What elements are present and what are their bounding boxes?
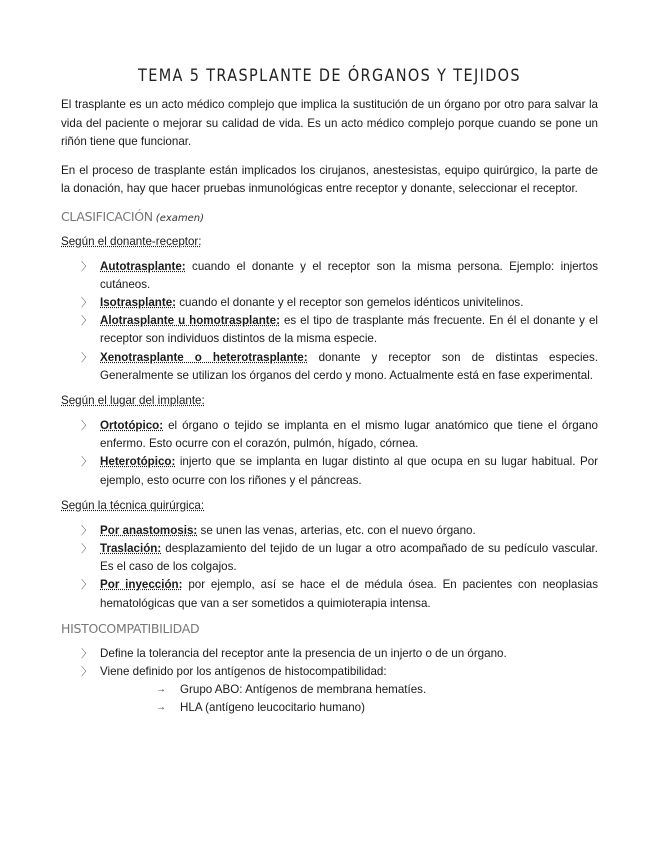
term-label: Isotrasplante: <box>100 295 177 309</box>
chevron-bullet-icon: 〉 <box>81 664 92 678</box>
list-item <box>61 312 598 348</box>
section-heading-text: HISTOCOMPATIBILIDAD <box>61 620 200 636</box>
term-label: Ortotópico: <box>100 418 164 432</box>
section-heading-histocompatibilidad <box>61 621 598 636</box>
subheading-donante-receptor: Según el donante-receptor: <box>61 234 202 248</box>
chevron-bullet-icon: 〉 <box>81 259 92 273</box>
item-text: Viene definido por los antígenos de histocompatibilidad: <box>100 664 387 678</box>
term-description: se unen las venas, arterias, etc. con el nuevo órgano. <box>197 523 476 537</box>
sub-item-text: Grupo ABO: Antígenos de membrana hematíes. <box>180 683 427 697</box>
chevron-bullet-icon: 〉 <box>81 455 92 469</box>
exam-note: (examen) <box>155 212 205 224</box>
subheading-tecnica-quirurgica: Según la técnica quirúrgica: <box>61 498 205 512</box>
term-label: Autotrasplante: <box>100 259 186 273</box>
chevron-bullet-icon: 〉 <box>81 541 92 555</box>
term-label: Traslación: <box>100 541 162 555</box>
term-label: Por anastomosis: <box>100 523 198 537</box>
section-heading-text: CLASIFICACIÓN <box>61 208 153 224</box>
term-label: Alotrasplante u homotrasplante: <box>100 314 280 328</box>
list-histocompatibilidad <box>61 645 598 718</box>
list-donante-receptor <box>61 258 598 385</box>
list-item <box>61 349 598 385</box>
sub-list-item <box>100 699 598 717</box>
term-description: donante y receptor son de distintas especies. Generalmente se utilizan los órganos del cerdo y mono. Actualmente está en fase experimental. <box>100 350 599 382</box>
list-item <box>61 522 598 540</box>
sub-list-item <box>100 681 598 699</box>
term-label: Heterotópico: <box>100 455 176 469</box>
intro-paragraph-1: El trasplante es un acto médico complejo que implica la sustitución de un órgano por otro para salvar la vida del paciente o mejorar su calidad de vida. Es un acto médico complejo porque cuando se pone un riñón tiene que funcionar. <box>61 98 598 148</box>
item-text: Define la tolerancia del receptor ante la presencia de un injerto o de un órgano. <box>100 646 507 660</box>
sublist-antigenos <box>100 681 598 717</box>
chevron-bullet-icon: 〉 <box>81 418 92 432</box>
chevron-bullet-icon: 〉 <box>81 295 92 309</box>
chevron-bullet-icon: 〉 <box>81 523 92 537</box>
list-item <box>61 417 598 453</box>
list-item <box>61 453 598 489</box>
intro-paragraph-2: En el proceso de trasplante están implicados los cirujanos, anestesistas, equipo quirúrgico, la parte de la donación, hay que hacer pruebas inmunológicas entre receptor y donante, seleccionar el receptor. <box>61 163 598 195</box>
arrow-bullet-icon: → <box>156 684 166 696</box>
list-lugar-implante <box>61 417 598 490</box>
term-description: el órgano o tejido se implanta en el mismo lugar anatómico que tiene el órgano enfermo. Esto ocurre con el corazón, pulmón, hígado, córnea. <box>100 418 598 451</box>
list-item <box>61 294 598 312</box>
chevron-bullet-icon: 〉 <box>81 578 92 592</box>
term-label: Xenotrasplante o heterotrasplante: <box>100 350 308 364</box>
arrow-bullet-icon: → <box>156 702 166 714</box>
sub-item-text: HLA (antígeno leucocitario humano) <box>180 701 365 715</box>
page-title: TEMA 5 TRASPLANTE DE ÓRGANOS Y TEJIDOS <box>138 66 521 86</box>
term-description: cuando el donante y el receptor son gemelos idénticos univitelinos. <box>176 295 524 309</box>
list-item <box>61 663 598 718</box>
list-item <box>61 540 598 576</box>
term-description: injerto que se implanta en lugar distinto al que ocupa en su lugar habitual. Por ejemplo, esto ocurre con los riñones y el páncreas. <box>100 455 598 487</box>
list-item <box>61 576 598 612</box>
term-description: es el tipo de trasplante más frecuente. En él el donante y el receptor son individuos distintos de la misma especie. <box>100 314 598 346</box>
term-label: Por inyección: <box>100 578 183 592</box>
chevron-bullet-icon: 〉 <box>81 646 92 660</box>
list-tecnica-quirurgica <box>61 522 598 613</box>
term-description: por ejemplo, así se hace el de médula ósea. En pacientes con neoplasias hematológicas que van a ser sometidos a quimioterapia intensa. <box>100 578 598 610</box>
subheading-lugar-implante: Según el lugar del implante: <box>61 393 205 407</box>
list-item <box>61 645 598 663</box>
term-description: desplazamiento del tejido de un lugar a otro acompañado de su pedículo vascular. Es el caso de los colgajos. <box>100 541 598 574</box>
list-item <box>61 258 598 294</box>
term-description: cuando el donante y el receptor son la misma persona. Ejemplo: injertos cutáneos. <box>100 259 598 291</box>
section-heading-clasificacion <box>61 209 598 224</box>
chevron-bullet-icon: 〉 <box>81 314 92 328</box>
chevron-bullet-icon: 〉 <box>81 350 92 364</box>
